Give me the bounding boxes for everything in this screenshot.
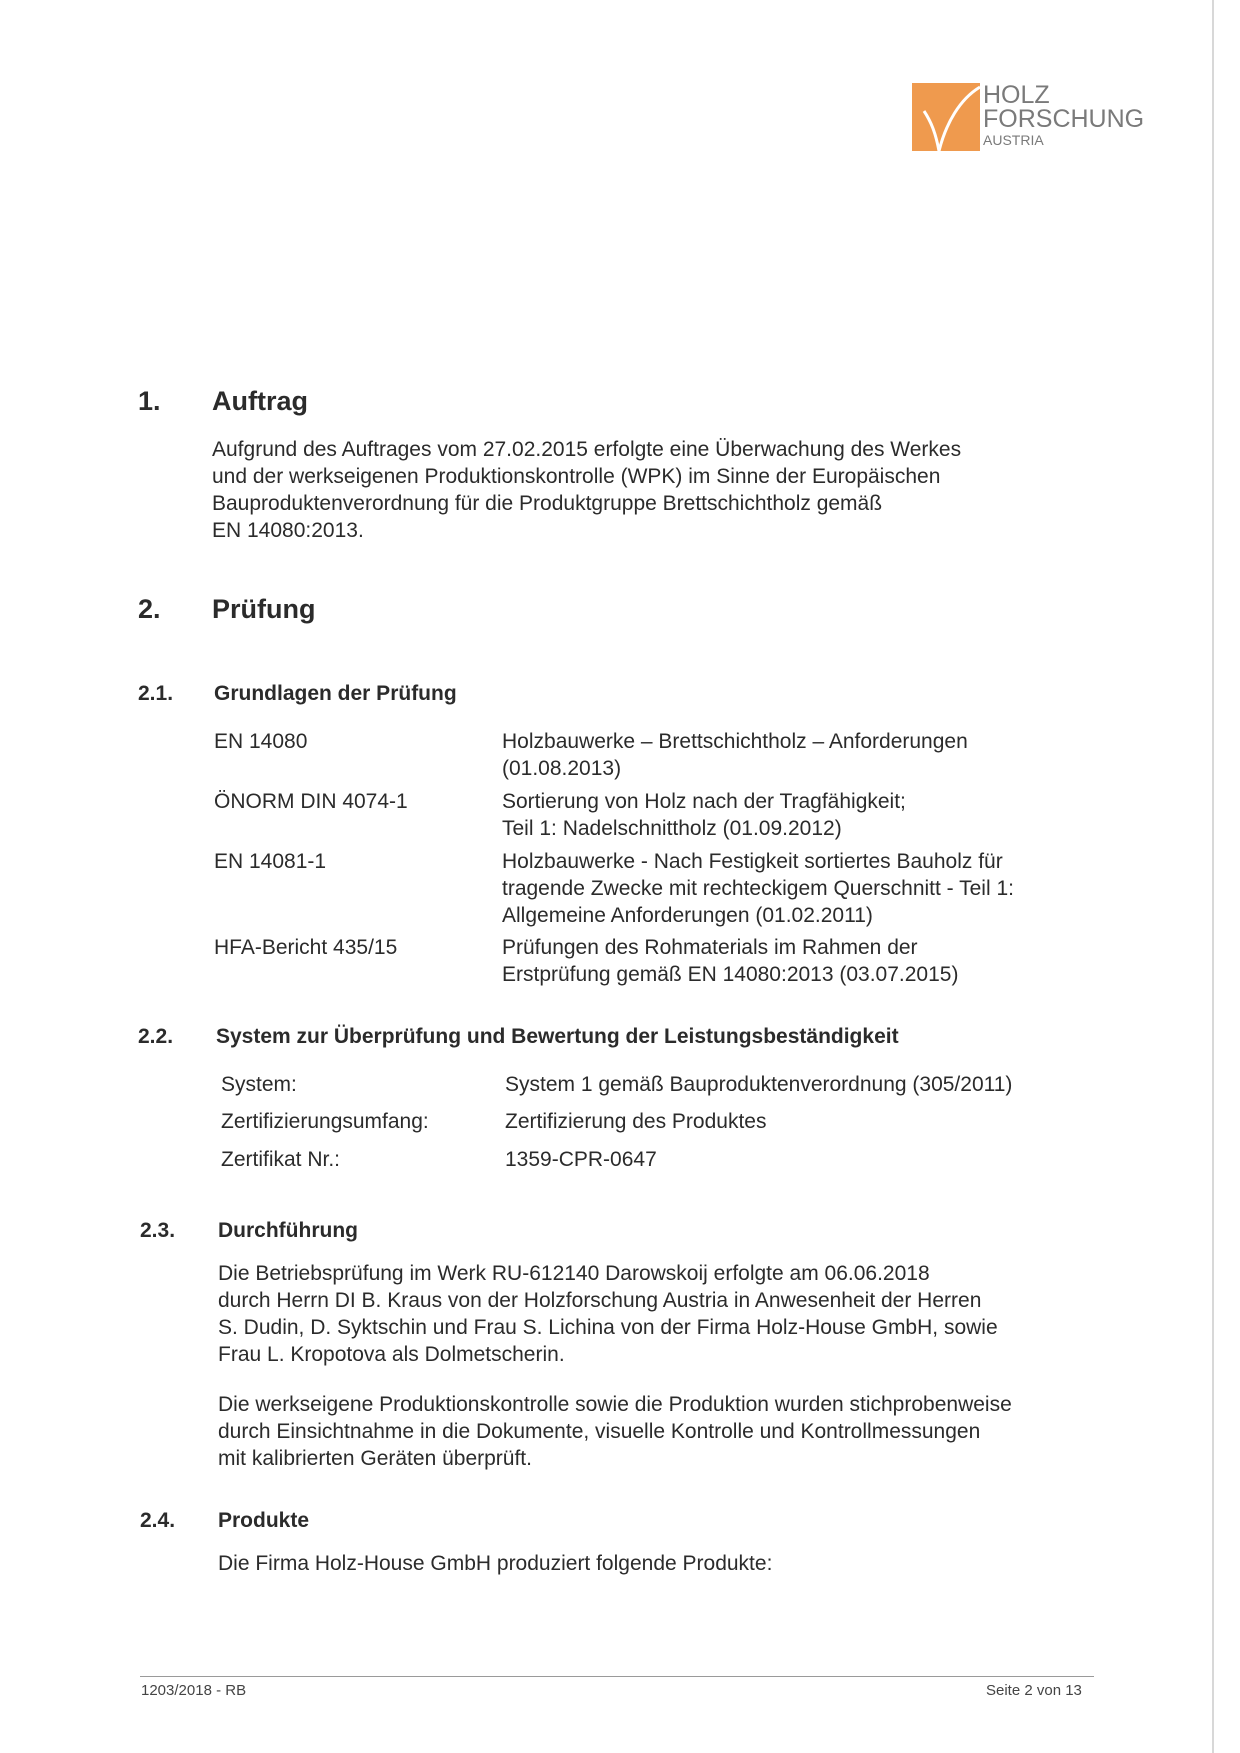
section-2-number: 2. (138, 594, 161, 624)
system-key: Zertifizierungsumfang: (221, 1110, 429, 1133)
text-line: mit kalibrierten Geräten überprüft. (218, 1447, 532, 1470)
section-2-title: Prüfung (212, 594, 316, 624)
standard-key: EN 14081-1 (214, 850, 327, 873)
text-line: durch Herrn DI B. Kraus von der Holzforschung Austria in Anwesenheit der Herren (218, 1289, 982, 1312)
standard-description (502, 728, 968, 782)
footer-divider (140, 1676, 1094, 1677)
text-line: Die Firma Holz-House GmbH produziert folgende Produkte: (218, 1552, 773, 1575)
text-line: durch Einsichtnahme in die Dokumente, visuelle Kontrolle und Kontrollmessungen (218, 1420, 981, 1443)
system-key: System: (221, 1073, 297, 1096)
section-1-number: 1. (138, 386, 161, 416)
text-line: Prüfungen des Rohmaterials im Rahmen der (502, 936, 918, 959)
standard-description (502, 934, 958, 988)
section-2-3-title: Durchführung (218, 1219, 358, 1242)
text-line: Die Betriebsprüfung im Werk RU-612140 Darowskoij erfolgte am 06.06.2018 (218, 1262, 930, 1285)
section-2-4-body (218, 1550, 772, 1577)
logo-line-1: HOLZ (983, 81, 1050, 109)
system-key: Zertifikat Nr.: (221, 1148, 341, 1171)
text-line: Bauproduktenverordnung für die Produktgruppe Brettschichtholz gemäß (212, 492, 883, 515)
system-value: 1359-CPR-0647 (505, 1148, 657, 1171)
system-value: System 1 gemäß Bauproduktenverordnung (305/2011) (505, 1073, 1013, 1096)
section-2-4-title: Produkte (218, 1509, 310, 1532)
text-line: S. Dudin, D. Syktschin und Frau S. Lichina von der Firma Holz-House GmbH, sowie (218, 1316, 998, 1339)
section-2-1-number: 2.1. (138, 682, 174, 705)
logo-line-3: AUSTRIA (983, 132, 1044, 148)
section-1-title: Auftrag (212, 386, 308, 416)
section-2-1-title: Grundlagen der Prüfung (214, 682, 457, 705)
footer-page-number: Seite 2 von 13 (986, 1682, 1082, 1699)
text-line: Die werkseigene Produktionskontrolle sowie die Produktion wurden stichprobenweise (218, 1393, 1012, 1416)
text-line: Holzbauwerke – Brettschichtholz – Anforderungen (502, 730, 968, 753)
section-2-3-paragraph-1 (218, 1260, 998, 1368)
section-1-body (212, 436, 961, 544)
text-line: EN 14080:2013. (212, 519, 364, 542)
text-line: und der werkseigenen Produktionskontrolle (WPK) im Sinne der Europäischen (212, 465, 941, 488)
text-line: Teil 1: Nadelschnittholz (01.09.2012) (502, 817, 842, 840)
standard-key: EN 14080 (214, 730, 308, 753)
page-edge (1212, 0, 1214, 1753)
standard-description (502, 848, 1014, 929)
text-line: Aufgrund des Auftrages vom 27.02.2015 erfolgte eine Überwachung des Werkes (212, 438, 962, 461)
logo-mark-icon (912, 83, 980, 151)
logo-line-2: FORSCHUNG (983, 105, 1145, 133)
section-2-4-number: 2.4. (140, 1509, 176, 1532)
text-line: Allgemeine Anforderungen (01.02.2011) (502, 904, 873, 927)
text-line: Holzbauwerke - Nach Festigkeit sortiertes Bauholz für (502, 850, 1003, 873)
text-line: Frau L. Kropotova als Dolmetscherin. (218, 1343, 565, 1366)
standard-key: HFA-Bericht 435/15 (214, 936, 398, 959)
holzforschung-logo (912, 83, 1152, 151)
section-2-3-number: 2.3. (140, 1219, 176, 1242)
section-2-2-number: 2.2. (138, 1025, 174, 1048)
section-2-3-paragraph-2 (218, 1391, 1012, 1472)
text-line: Erstprüfung gemäß EN 14080:2013 (03.07.2015) (502, 963, 959, 986)
text-line: Sortierung von Holz nach der Tragfähigkeit; (502, 790, 906, 813)
system-value: Zertifizierung des Produktes (505, 1110, 767, 1133)
text-line: tragende Zwecke mit rechteckigem Querschnitt - Teil 1: (502, 877, 1014, 900)
footer-report-id: 1203/2018 - RB (141, 1682, 247, 1699)
section-2-2-title: System zur Überprüfung und Bewertung der Leistungsbeständigkeit (216, 1025, 899, 1048)
standard-key: ÖNORM DIN 4074-1 (214, 790, 408, 813)
standard-description (502, 788, 906, 842)
text-line: (01.08.2013) (502, 757, 622, 780)
